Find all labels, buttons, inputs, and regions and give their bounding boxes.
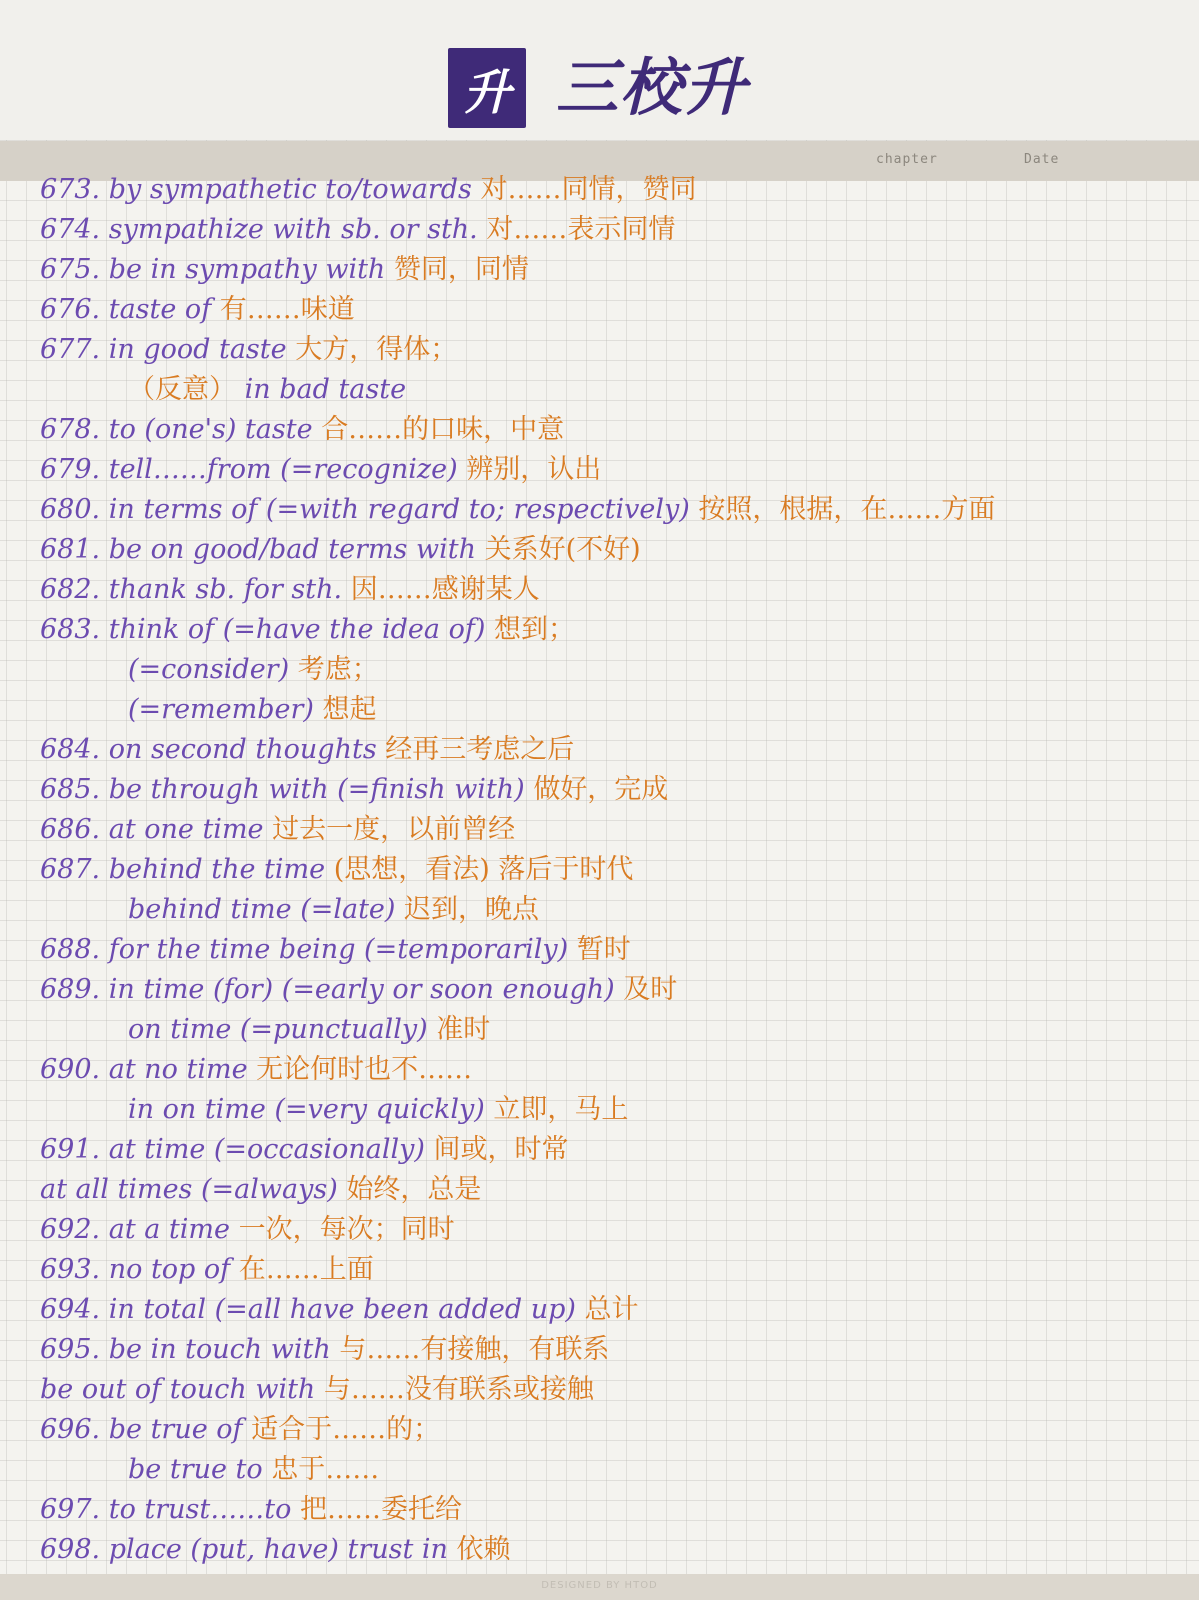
item-number: 682. [40, 574, 101, 605]
chinese-meaning: 合……的口味，中意 [321, 414, 565, 445]
list-item [40, 250, 1180, 290]
list-item [40, 1170, 1180, 1210]
list-item [40, 850, 1180, 890]
chinese-meaning: 赞同，同情 [393, 254, 529, 285]
english-phrase: be out of touch with [40, 1374, 316, 1405]
list-item [40, 890, 1180, 930]
chapter-label: chapter [876, 152, 938, 167]
english-phrase: behind the time [108, 854, 326, 885]
list-item [40, 410, 1180, 450]
chinese-meaning: 做好，完成 [533, 774, 669, 805]
chinese-meaning: 把……委托给 [299, 1494, 462, 1525]
item-number: 677. [40, 334, 101, 365]
english-phrase: at one time [108, 814, 264, 845]
chinese-meaning: 依赖 [456, 1534, 511, 1565]
date-label: Date [1024, 152, 1060, 167]
list-item [40, 1210, 1180, 1250]
chinese-meaning: （反意） [128, 374, 236, 405]
list-item [40, 1130, 1180, 1170]
chinese-meaning: (思想，看法) 落后于时代 [333, 854, 634, 885]
list-item [40, 1490, 1180, 1530]
chinese-meaning: 按照，根据，在……方面 [698, 494, 996, 525]
item-number: 688. [40, 934, 101, 965]
list-item [40, 1250, 1180, 1290]
list-item [40, 330, 1180, 370]
list-item [40, 170, 1180, 210]
item-number: 681. [40, 534, 101, 565]
chinese-meaning: 与……没有联系或接触 [323, 1374, 594, 1405]
english-phrase: on time (=punctually) [128, 1014, 428, 1045]
list-item [40, 370, 1180, 410]
item-number: 689. [40, 974, 101, 1005]
item-number: 676. [40, 294, 101, 325]
english-phrase: place (put, have) trust in [108, 1534, 448, 1565]
brand-name: 三校升 [556, 51, 749, 124]
chinese-meaning: 无论何时也不…… [256, 1054, 473, 1085]
logo-glyph: 升 [462, 64, 511, 121]
english-phrase: in good taste [108, 334, 287, 365]
english-phrase: in on time (=very quickly) [128, 1094, 485, 1125]
list-item [40, 570, 1180, 610]
english-phrase: for the time being (=temporarily) [108, 934, 569, 965]
english-phrase: behind time (=late) [128, 894, 396, 925]
list-item [40, 1370, 1180, 1410]
chinese-meaning: 辨别，认出 [466, 454, 602, 485]
list-item [40, 1090, 1180, 1130]
chinese-meaning: 适合于……的； [251, 1414, 441, 1445]
chinese-meaning: 有……味道 [219, 294, 355, 325]
english-phrase: (=consider) [128, 654, 290, 685]
chinese-meaning: 想到； [493, 614, 575, 645]
list-item [40, 730, 1180, 770]
list-item [40, 1010, 1180, 1050]
english-phrase: by sympathetic to/towards [108, 174, 472, 205]
item-number: 684. [40, 734, 101, 765]
english-phrase: no top of [108, 1254, 231, 1285]
chinese-meaning: 在……上面 [238, 1254, 374, 1285]
list-item [40, 930, 1180, 970]
item-number: 673. [40, 174, 101, 205]
list-item [40, 1330, 1180, 1370]
item-number: 697. [40, 1494, 101, 1525]
list-item [40, 610, 1180, 650]
english-phrase: in terms of (=with regard to; respectively) [108, 494, 690, 525]
english-phrase: thank sb. for sth. [108, 574, 343, 605]
english-phrase: in total (=all have been added up) [108, 1294, 576, 1325]
footer-text: DESIGNED BY HTOD [541, 1580, 658, 1591]
chinese-meaning: 对……表示同情 [486, 214, 676, 245]
item-number: 692. [40, 1214, 101, 1245]
list-item [40, 690, 1180, 730]
item-number: 678. [40, 414, 101, 445]
item-number: 687. [40, 854, 101, 885]
item-number: 675. [40, 254, 101, 285]
english-phrase: be true to [128, 1454, 263, 1485]
chinese-meaning: 考虑； [297, 654, 379, 685]
chinese-meaning: 忠于…… [271, 1454, 380, 1485]
english-phrase: to trust……to [108, 1494, 292, 1525]
chinese-meaning: 与……有接触，有联系 [339, 1334, 610, 1365]
item-number: 686. [40, 814, 101, 845]
list-item [40, 1290, 1180, 1330]
chinese-meaning: 关系好(不好) [484, 534, 641, 565]
chinese-meaning: 想起 [322, 694, 377, 725]
list-item [40, 1410, 1180, 1450]
chinese-meaning: 过去一度，以前曾经 [272, 814, 516, 845]
english-phrase: in time (for) (=early or soon enough) [108, 974, 615, 1005]
header [0, 0, 1199, 140]
list-item [40, 210, 1180, 250]
list-item [40, 450, 1180, 490]
list-item [40, 530, 1180, 570]
chinese-meaning: 因……感谢某人 [350, 574, 540, 605]
chinese-meaning: 及时 [623, 974, 678, 1005]
english-phrase: to (one's) taste [108, 414, 313, 445]
list-item [40, 770, 1180, 810]
item-number: 696. [40, 1414, 101, 1445]
chinese-meaning: 间或，时常 [433, 1134, 569, 1165]
english-phrase: at no time [108, 1054, 248, 1085]
item-number: 693. [40, 1254, 101, 1285]
item-number: 679. [40, 454, 101, 485]
list-item [40, 970, 1180, 1010]
item-number: 691. [40, 1134, 101, 1165]
chinese-meaning: 大方，得体； [295, 334, 458, 365]
english-phrase: at all times (=always) [40, 1174, 338, 1205]
chinese-meaning: 立即，马上 [493, 1094, 629, 1125]
english-phrase: at a time [108, 1214, 230, 1245]
english-phrase: be on good/bad terms with [108, 534, 476, 565]
list-item [40, 490, 1180, 530]
list-item [40, 1450, 1180, 1490]
english-phrase: think of (=have the idea of) [108, 614, 486, 645]
vocabulary-list [40, 170, 1180, 1570]
english-phrase: taste of [108, 294, 212, 325]
english-phrase: tell……from (=recognize) [108, 454, 458, 485]
list-item [40, 1530, 1180, 1570]
english-phrase: sympathize with sb. or sth. [108, 214, 478, 245]
list-item [40, 1050, 1180, 1090]
item-number: 674. [40, 214, 101, 245]
english-phrase: be through with (=finish with) [108, 774, 525, 805]
english-phrase: be true of [108, 1414, 243, 1445]
english-phrase: at time (=occasionally) [108, 1134, 425, 1165]
english-phrase: be in sympathy with [108, 254, 386, 285]
english-phrase: in bad taste [244, 374, 407, 405]
chinese-meaning: 对……同情，赞同 [480, 174, 697, 205]
list-item [40, 290, 1180, 330]
list-item [40, 650, 1180, 690]
item-number: 690. [40, 1054, 101, 1085]
english-phrase: be in touch with [108, 1334, 331, 1365]
item-number: 694. [40, 1294, 101, 1325]
chinese-meaning: 一次，每次；同时 [238, 1214, 455, 1245]
item-number: 695. [40, 1334, 101, 1365]
chinese-meaning: 暂时 [576, 934, 631, 965]
chinese-meaning: 迟到，晚点 [404, 894, 540, 925]
english-phrase: on second thoughts [108, 734, 377, 765]
chinese-meaning: 总计 [584, 1294, 639, 1325]
item-number: 685. [40, 774, 101, 805]
chinese-meaning: 准时 [436, 1014, 491, 1045]
item-number: 680. [40, 494, 101, 525]
item-number: 698. [40, 1534, 101, 1565]
english-phrase: (=remember) [128, 694, 314, 725]
item-number: 683. [40, 614, 101, 645]
list-item [40, 810, 1180, 850]
chinese-meaning: 始终，总是 [346, 1174, 482, 1205]
logo-icon [448, 48, 526, 128]
chinese-meaning: 经再三考虑之后 [385, 734, 575, 765]
